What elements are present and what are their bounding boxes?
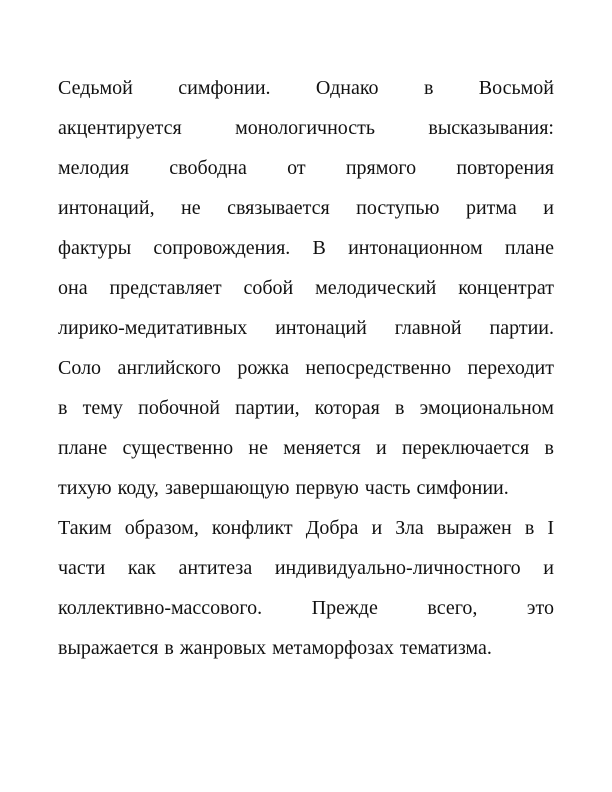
word: коду, — [117, 477, 159, 499]
word: не — [248, 437, 268, 459]
word: которая — [314, 397, 380, 419]
word: I — [547, 517, 554, 539]
text-line — [58, 232, 554, 272]
text-line — [58, 72, 554, 112]
word: В — [312, 237, 326, 259]
word: интонаций — [275, 317, 367, 339]
word: переключается — [402, 437, 530, 459]
word: побочной — [138, 397, 220, 419]
word: высказывания: — [428, 117, 554, 139]
word: выражен — [436, 517, 512, 539]
word: непосредственно — [305, 357, 452, 379]
body-text — [58, 72, 554, 672]
word: части — [58, 557, 106, 579]
word: мелодический — [315, 277, 437, 299]
word: и — [543, 197, 554, 219]
word: партии. — [489, 317, 554, 339]
word: ритма — [465, 197, 517, 219]
word: выражается — [58, 637, 159, 659]
word: повторения — [456, 157, 554, 179]
text-line — [58, 312, 554, 352]
text-line — [58, 192, 554, 232]
word: Добра — [305, 517, 359, 539]
word: связывается — [227, 197, 330, 219]
word: Соло — [58, 357, 102, 379]
text-line — [58, 632, 554, 672]
word: Прежде — [311, 597, 378, 619]
word: симфонии. — [178, 77, 271, 99]
word: интонационном — [348, 237, 483, 259]
word: коллективно-массового. — [58, 597, 263, 619]
word: Таким — [58, 517, 112, 539]
word: английского — [117, 357, 221, 379]
word: эмоциональном — [419, 397, 554, 419]
word: интонаций, — [58, 197, 155, 219]
word: монологичность — [235, 117, 376, 139]
word: переходит — [467, 357, 554, 379]
word: тихую — [58, 477, 112, 499]
word: симфонии. — [416, 477, 509, 499]
word: в — [423, 77, 434, 99]
word: метаморфозах — [272, 637, 394, 659]
word: и — [371, 517, 383, 539]
word: всего, — [427, 597, 478, 619]
word: жанровых — [179, 637, 267, 659]
text-line — [58, 352, 554, 392]
word: мелодия — [58, 157, 130, 179]
word: конфликт — [211, 517, 293, 539]
word: собой — [243, 277, 294, 299]
word: и — [375, 437, 387, 459]
word: в — [164, 637, 174, 659]
word: тематизма. — [399, 637, 492, 659]
text-line — [58, 392, 554, 432]
word: сопровождения. — [153, 237, 291, 259]
word: лирико-медитативных — [58, 317, 248, 339]
word: от — [287, 157, 306, 179]
word: индивидуально-личностного — [274, 557, 521, 579]
word: это — [526, 597, 554, 619]
word: прямого — [345, 157, 417, 179]
word: плане — [504, 237, 554, 259]
word: Седьмой — [58, 77, 133, 99]
word: главной — [394, 317, 462, 339]
word: часть — [364, 477, 411, 499]
word: не — [181, 197, 201, 219]
word: фактуры — [58, 237, 132, 259]
word: концентрат — [458, 277, 554, 299]
word: завершающую — [164, 477, 290, 499]
word: антитеза — [178, 557, 253, 579]
word: свободна — [169, 157, 247, 179]
text-line — [58, 592, 554, 632]
word: поступью — [356, 197, 440, 219]
text-line — [58, 272, 554, 312]
word: в — [58, 397, 68, 419]
text-line — [58, 512, 554, 552]
word: Восьмой — [478, 77, 554, 99]
word: Зла — [395, 517, 424, 539]
word: в — [524, 517, 535, 539]
word: она — [58, 277, 88, 299]
text-line — [58, 472, 554, 512]
word: и — [543, 557, 554, 579]
word: партии, — [235, 397, 300, 419]
word: тему — [82, 397, 123, 419]
text-line — [58, 112, 554, 152]
word: Однако — [315, 77, 379, 99]
word: образом, — [124, 517, 199, 539]
text-line — [58, 152, 554, 192]
word: первую — [295, 477, 359, 499]
word: меняется — [283, 437, 361, 459]
word: в — [394, 397, 405, 419]
word: рожка — [237, 357, 289, 379]
word: представляет — [109, 277, 222, 299]
word: акцентируется — [58, 117, 182, 139]
text-line — [58, 432, 554, 472]
word: в — [544, 437, 554, 459]
word: существенно — [122, 437, 234, 459]
text-line — [58, 552, 554, 592]
word: как — [127, 557, 156, 579]
word: плане — [58, 437, 108, 459]
